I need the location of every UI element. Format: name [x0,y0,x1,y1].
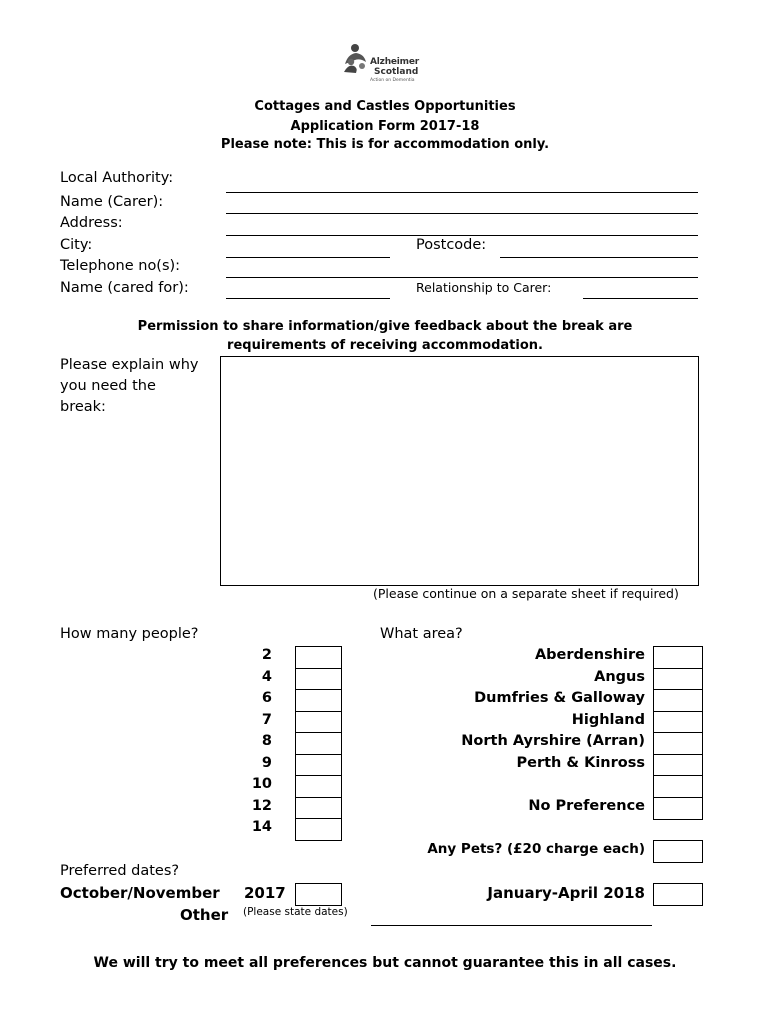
area-option-label: Dumfries & Galloway [474,690,645,706]
permission-line1: Permission to share information/give feedback about the break are [137,319,633,334]
permission-line2: requirements of receiving accommodation. [227,338,543,353]
local-authority-label: Local Authority: [60,170,174,186]
telephone-label: Telephone no(s): [60,258,181,274]
pets-checkbox[interactable] [653,840,703,863]
area-option-label: Highland [571,712,645,728]
logo-line1: Alzheimer [370,57,420,67]
area-label: What area? [380,626,463,642]
people-checkbox-2[interactable] [295,646,342,669]
area-checkbox-perth-kinross[interactable] [653,754,703,777]
logo-line2: Scotland [374,67,419,77]
people-option-label: 7 [261,712,272,728]
area-checkbox-aberdenshire[interactable] [653,646,703,669]
name-cared-field[interactable] [226,298,390,299]
pets-label: Any Pets? (£20 charge each) [427,841,645,857]
logo-tagline: Action on Dementia [370,78,415,83]
explain-label-line2: you need the [60,378,156,394]
alzheimer-scotland-logo-mark-icon [342,42,372,74]
people-checkbox-12[interactable] [295,797,342,820]
area-checkbox-no-preference[interactable] [653,797,703,820]
area-option-label: North Ayrshire (Arran) [461,733,645,749]
dates-label: Preferred dates? [60,863,180,879]
footer-note: We will try to meet all preferences but cannot guarantee this in all cases. [93,955,677,971]
people-option-label: 12 [251,798,272,814]
logo [340,40,440,86]
people-checkbox-4[interactable] [295,668,342,691]
area-option-label: Aberdenshire [534,647,645,663]
explain-label-line1: Please explain why [60,357,199,373]
oct-nov-checkbox[interactable] [295,883,342,906]
people-label: How many people? [60,626,199,642]
relationship-field[interactable] [583,298,698,299]
area-checkbox-highland[interactable] [653,711,703,734]
area-option-label: Perth & Kinross [516,755,645,771]
people-option-label: 6 [261,690,272,706]
people-option-label: 10 [251,776,272,792]
year-2017-label: 2017 [244,884,286,902]
area-checkbox-blank[interactable] [653,775,703,798]
area-option-label: Angus [594,669,645,685]
people-checkbox-9[interactable] [295,754,342,777]
area-checkbox-angus[interactable] [653,668,703,691]
people-checkbox-8[interactable] [295,732,342,755]
people-option-label: 2 [261,647,272,663]
city-label: City: [60,237,93,253]
name-carer-label: Name (Carer): [60,194,164,210]
people-option-label: 4 [261,669,272,685]
name-carer-field[interactable] [226,213,698,214]
people-option-label: 9 [261,755,272,771]
local-authority-field[interactable] [226,192,698,193]
form-title: Cottages and Castles Opportunities [254,99,516,114]
people-checkbox-10[interactable] [295,775,342,798]
people-checkbox-7[interactable] [295,711,342,734]
other-label: Other [180,906,229,924]
relationship-label: Relationship to Carer: [416,280,552,295]
people-checkbox-14[interactable] [295,818,342,841]
people-option-label: 14 [251,819,272,835]
oct-nov-label: October/November [60,884,220,902]
people-checkbox-6[interactable] [295,689,342,712]
area-option-label: No Preference [528,798,645,814]
postcode-label: Postcode: [416,237,487,253]
postcode-field[interactable] [500,257,698,258]
explain-label-line3: break: [60,399,106,415]
address-field[interactable] [226,235,698,236]
area-checkbox-north-ayrshire[interactable] [653,732,703,755]
form-note: Please note: This is for accommodation only. [220,137,550,152]
jan-apr-label: January-April 2018 [487,884,645,902]
other-dates-field[interactable] [371,925,652,926]
form-subtitle: Application Form 2017-18 [290,119,480,134]
area-checkbox-dumfries-galloway[interactable] [653,689,703,712]
name-cared-label: Name (cared for): [60,280,189,296]
city-field[interactable] [226,257,390,258]
explain-textarea[interactable] [220,356,699,586]
address-label: Address: [60,215,123,231]
state-dates-note: (Please state dates) [243,906,348,918]
telephone-field[interactable] [226,277,698,278]
jan-apr-checkbox[interactable] [653,883,703,906]
continue-note: (Please continue on a separate sheet if required) [373,586,679,601]
people-option-label: 8 [261,733,272,749]
